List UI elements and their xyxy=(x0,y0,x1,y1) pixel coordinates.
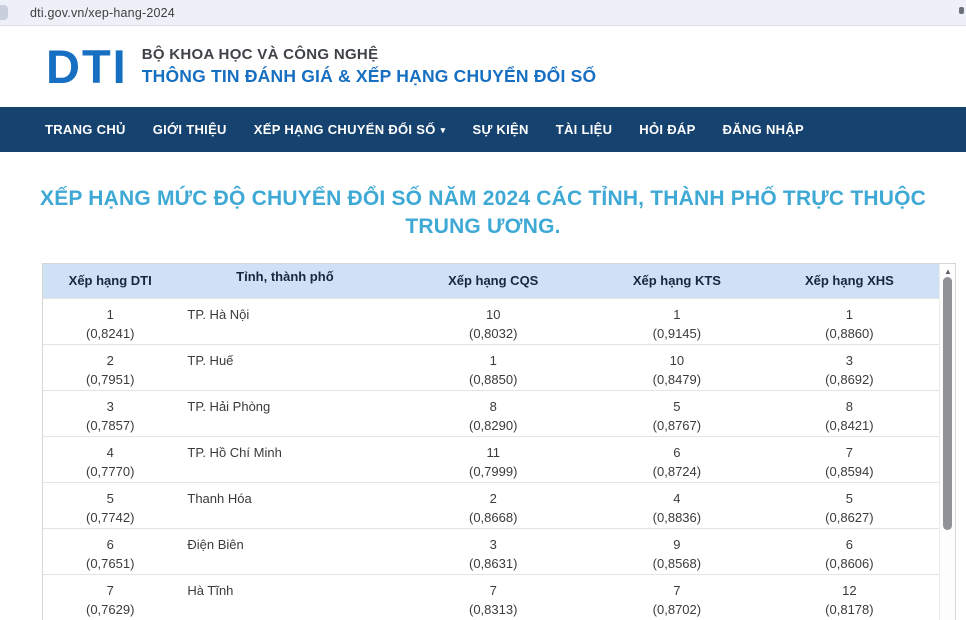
dti-rank-cell: 4 (0,7770) xyxy=(85,444,135,479)
cqs-rank-cell: 10 (0,8032) xyxy=(469,306,518,341)
province-cell: TP. Hải Phòng xyxy=(187,398,271,414)
table-body xyxy=(43,298,939,620)
province-cell: Thanh Hóa xyxy=(187,490,252,506)
table-row xyxy=(43,298,939,344)
province-cell: Hà Tĩnh xyxy=(187,582,234,598)
nav-item-dang-nhap[interactable] xyxy=(723,122,804,137)
table-header-row xyxy=(43,264,939,298)
chevron-down-icon: ▾ xyxy=(440,125,446,135)
cqs-rank-cell: 2 (0,8668) xyxy=(469,490,518,525)
kts-rank-cell: 9 (0,8568) xyxy=(652,536,702,571)
nav-item-hoi-dap[interactable] xyxy=(639,122,695,137)
dti-rank-cell: 5 (0,7742) xyxy=(85,490,135,525)
cqs-rank-cell: 7 (0,8313) xyxy=(469,582,518,617)
table-row xyxy=(43,482,939,528)
column-header: Xếp hạng DTI xyxy=(43,264,177,298)
nav-item-tai-lieu[interactable] xyxy=(556,122,613,137)
table-row xyxy=(43,436,939,482)
org-name: BỘ KHOA HỌC VÀ CÔNG NGHỆ xyxy=(141,46,379,63)
nav-item-label: SỰ KIỆN xyxy=(472,122,529,137)
province-cell: TP. Hồ Chí Minh xyxy=(187,444,282,460)
nav-item-trang-chu[interactable] xyxy=(45,122,126,137)
cqs-rank-cell: 1 (0,8850) xyxy=(469,352,518,387)
province-cell: Điện Biên xyxy=(187,536,244,552)
dti-rank-cell: 1 (0,8241) xyxy=(85,306,135,341)
kts-rank-cell: 7 (0,8702) xyxy=(652,582,702,617)
cqs-rank-cell: 3 (0,8631) xyxy=(469,536,518,571)
browser-url-bar[interactable] xyxy=(0,0,966,26)
kts-rank-cell: 4 (0,8836) xyxy=(652,490,702,525)
nav-item-xep-hang-chuyen-doi-so[interactable] xyxy=(254,122,446,137)
xhs-rank-cell: 7 (0,8594) xyxy=(825,444,874,479)
dti-logo[interactable]: DTI xyxy=(46,40,128,93)
page-title: XẾP HẠNG MỨC ĐỘ CHUYỂN ĐỔI SỐ NĂM 2024 CÁC TỈNH, THÀNH PHỐ TRỰC THUỘC TRUNG ƯƠNG. xyxy=(40,187,926,238)
nav-item-label: HỎI ĐÁP xyxy=(639,122,696,137)
xhs-rank-cell: 12 (0,8178) xyxy=(825,582,874,617)
column-header: Xếp hạng KTS xyxy=(594,264,760,298)
main-nav xyxy=(0,107,966,152)
nav-item-label: XẾP HẠNG CHUYỂN ĐỔI SỐ xyxy=(253,122,436,137)
province-cell: TP. Huế xyxy=(187,352,234,368)
nav-item-label: TÀI LIỆU xyxy=(555,122,613,137)
xhs-rank-cell: 6 (0,8606) xyxy=(825,536,874,571)
nav-item-su-kien[interactable] xyxy=(472,122,528,137)
dti-rank-cell: 6 (0,7651) xyxy=(85,536,135,571)
province-cell: TP. Hà Nội xyxy=(187,306,250,322)
xhs-rank-cell: 8 (0,8421) xyxy=(825,398,874,433)
column-header: Xếp hạng CQS xyxy=(392,264,594,298)
nav-item-gioi-thieu[interactable] xyxy=(153,122,227,137)
xhs-rank-cell: 1 (0,8860) xyxy=(825,306,874,341)
dti-rank-cell: 2 (0,7951) xyxy=(85,352,135,387)
site-name: THÔNG TIN ĐÁNH GIÁ & XẾP HẠNG CHUYỂN ĐỔI SỐ xyxy=(141,66,597,86)
scrollbar-thumb[interactable] xyxy=(943,277,952,530)
column-header: Xếp hạng XHS xyxy=(760,264,939,298)
column-header: Tỉnh, thành phố xyxy=(177,264,392,298)
table-scrollbar[interactable] xyxy=(939,264,955,620)
dti-rank-cell: 3 (0,7857) xyxy=(85,398,135,433)
nav-item-label: TRANG CHỦ xyxy=(45,122,126,137)
cqs-rank-cell: 8 (0,8290) xyxy=(469,398,518,433)
kts-rank-cell: 6 (0,8724) xyxy=(652,444,702,479)
nav-item-label: ĐĂNG NHẬP xyxy=(722,122,804,137)
url-text: dti.gov.vn/xep-hang-2024 xyxy=(30,5,175,20)
kts-rank-cell: 10 (0,8479) xyxy=(652,352,702,387)
kts-rank-cell: 5 (0,8767) xyxy=(652,398,702,433)
dti-rank-cell: 7 (0,7629) xyxy=(85,582,135,617)
header-text xyxy=(142,46,597,87)
table-row xyxy=(43,344,939,390)
ranking-table xyxy=(43,264,939,620)
kts-rank-cell: 1 (0,9145) xyxy=(652,306,702,341)
xhs-rank-cell: 3 (0,8692) xyxy=(825,352,874,387)
xhs-rank-cell: 5 (0,8627) xyxy=(825,490,874,525)
nav-item-label: GIỚI THIỆU xyxy=(152,122,227,137)
scroll-up-arrow-icon[interactable]: ▲ xyxy=(944,267,952,276)
table-row xyxy=(43,574,939,620)
table-row xyxy=(43,390,939,436)
site-header xyxy=(0,26,966,107)
browser-tab-fragment-icon xyxy=(0,5,8,20)
ranking-table-container xyxy=(42,263,956,620)
top-right-dot-icon xyxy=(959,7,964,14)
cqs-rank-cell: 11 (0,7999) xyxy=(469,444,518,479)
table-row xyxy=(43,528,939,574)
